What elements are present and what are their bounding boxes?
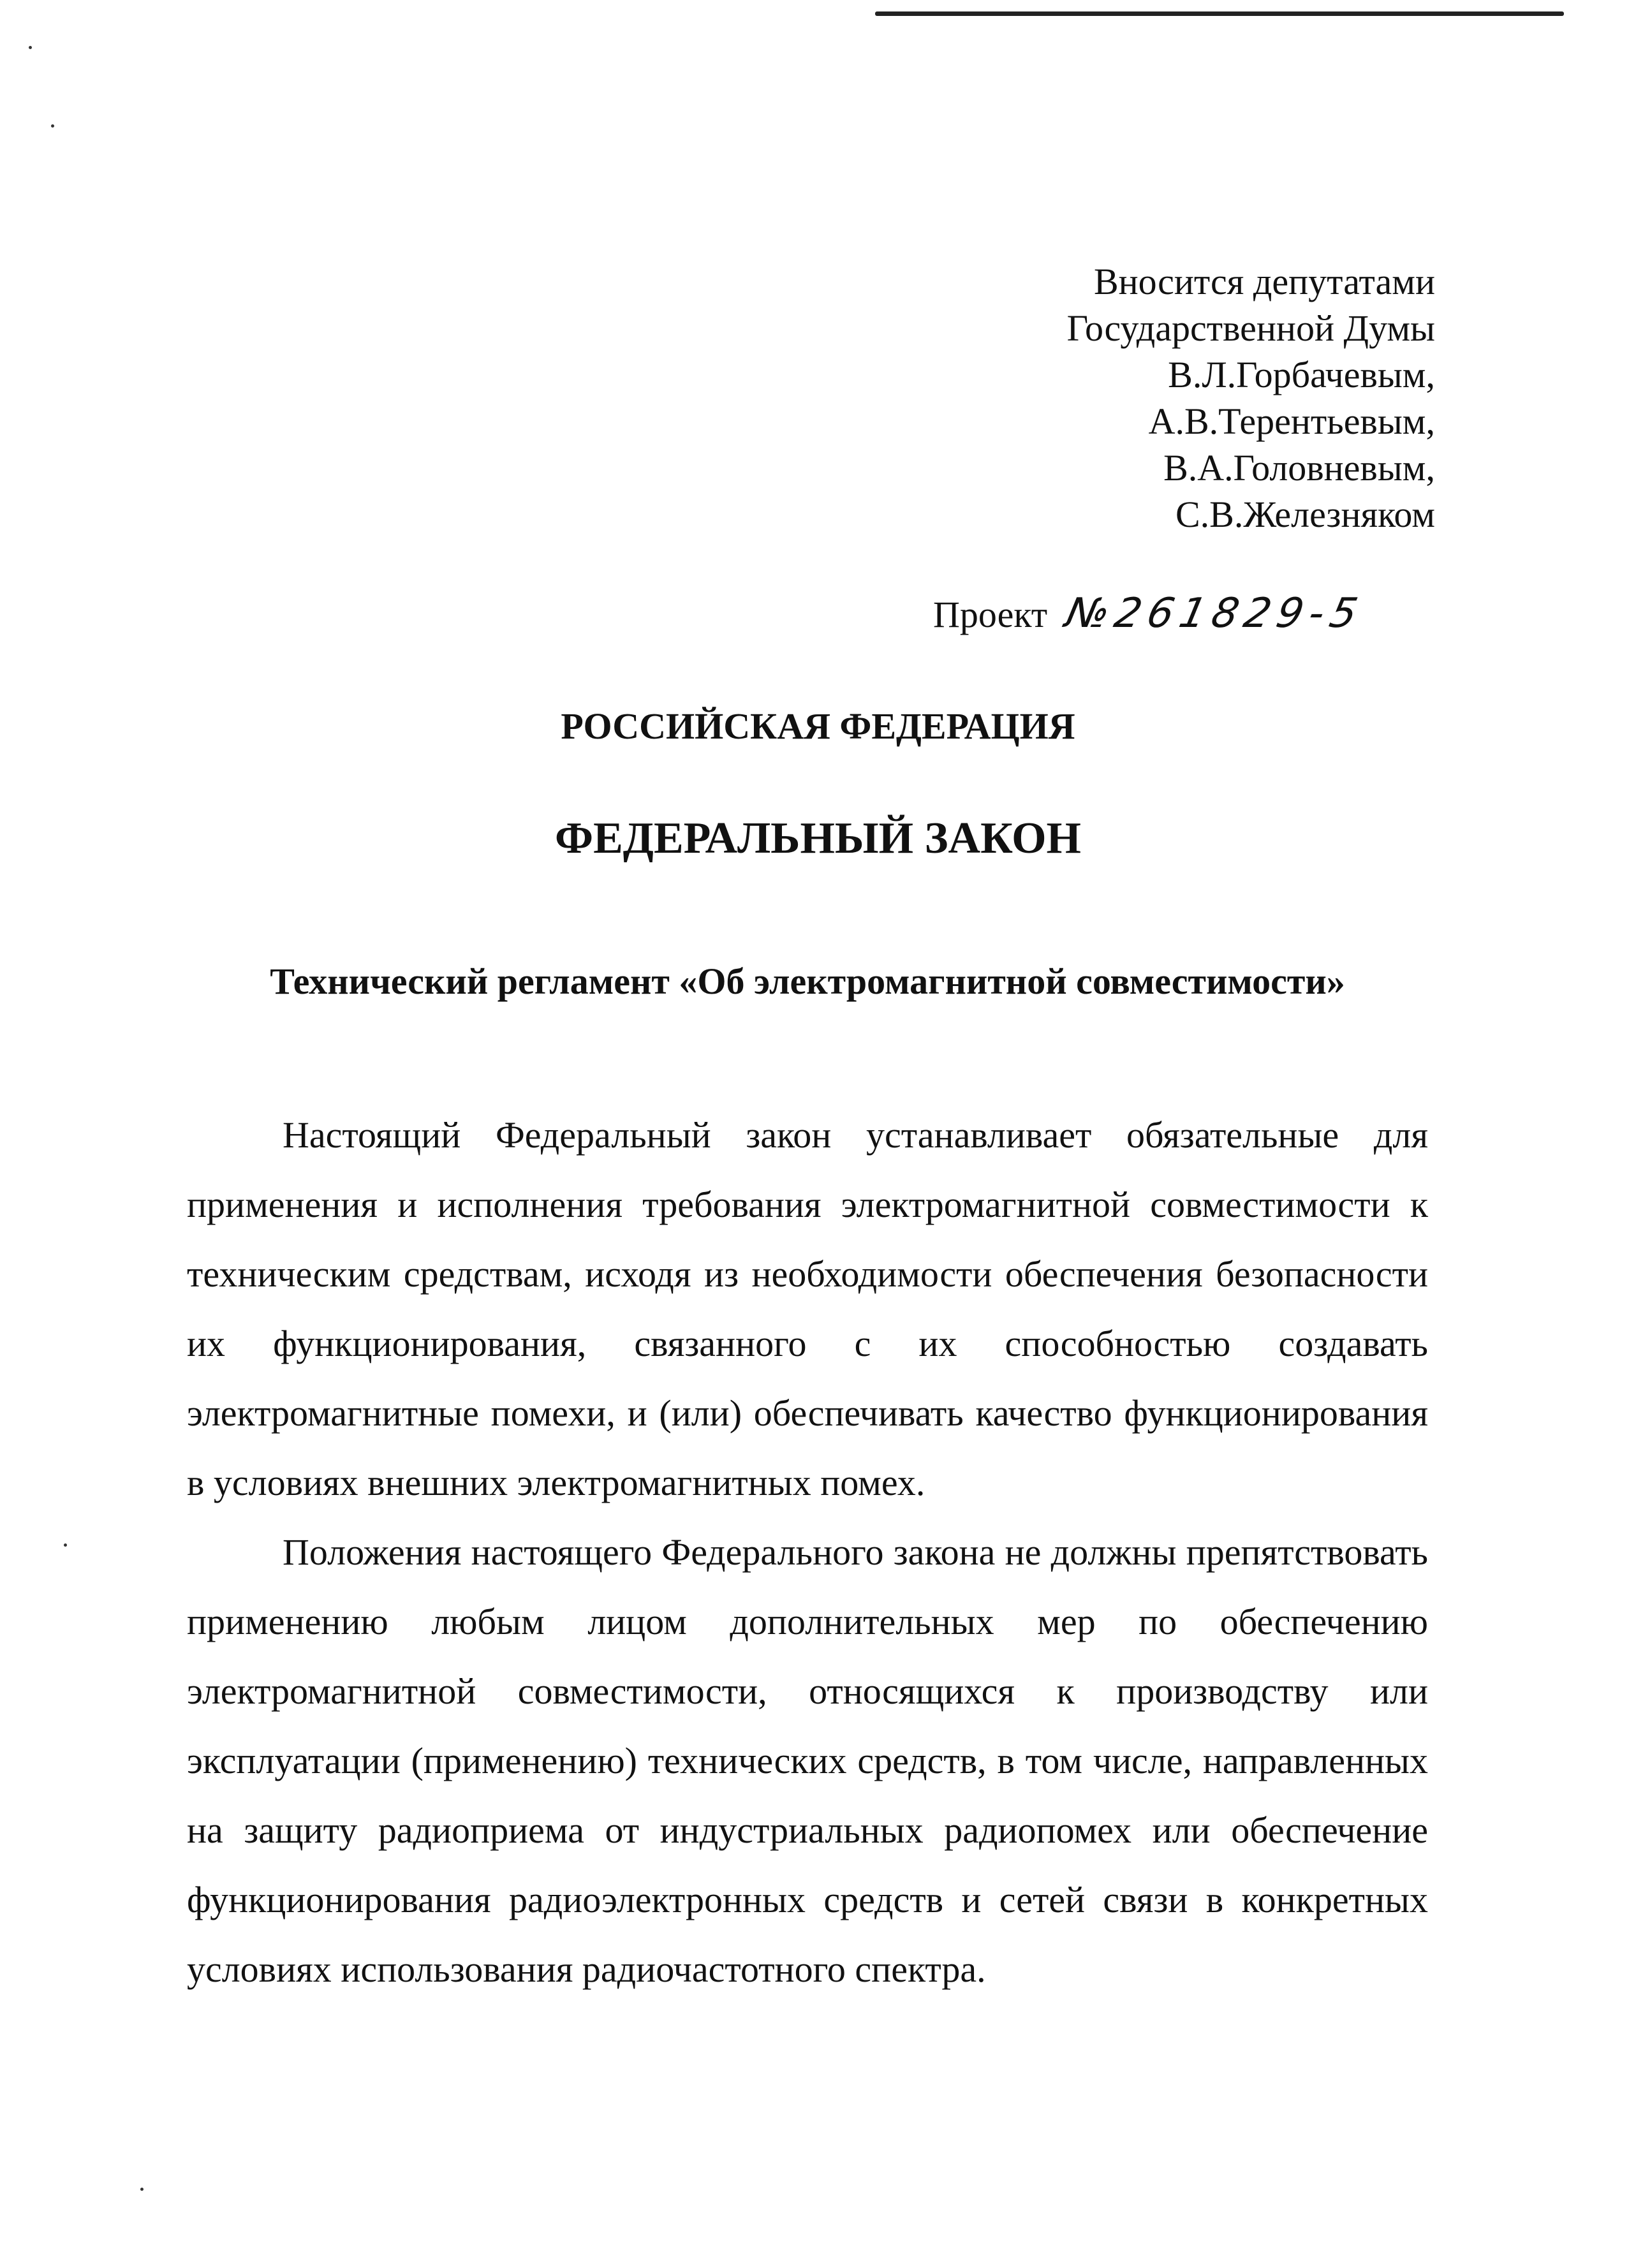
sponsor-name: А.В.Терентьевым, [1148, 401, 1435, 442]
sponsors-block [1067, 258, 1435, 538]
law-title: Технический регламент «Об электромагнитной совместимости» [270, 961, 1345, 1002]
scan-speck [51, 124, 54, 128]
country-heading: РОССИЙСКАЯ ФЕДЕРАЦИЯ [561, 705, 1075, 747]
scan-edge-line [875, 11, 1564, 16]
sponsor-name: В.Л.Горбачевым, [1168, 354, 1435, 395]
scan-speck [140, 2188, 144, 2191]
sponsor-name: С.В.Железняком [1175, 494, 1435, 535]
scan-speck [29, 46, 32, 49]
project-number-handwritten: №261829-5 [1061, 590, 1368, 637]
scan-speck [64, 1543, 67, 1547]
law-type-heading: ФЕДЕРАЛЬНЫЙ ЗАКОН [555, 814, 1081, 863]
sponsor-name: В.А.Головневым, [1163, 447, 1435, 489]
paragraph: Положения настоящего Федерального закона не должны препятствовать применению любым лицом дополнительных мер по обеспечению электромагнитной совместимости, относящихся к производству или эксплуатации (применению) технических средств, в том числе, направленных на защиту радиоприема от индустриальных радиопомех или обеспечение функционирования радиоэлектронных средств и сетей связи в конкретных условиях использования радиочастотного спектра. [187, 1531, 1428, 1990]
document-body [187, 1100, 1428, 2004]
project-label: Проект [933, 594, 1048, 635]
sponsors-body: Государственной Думы [1066, 307, 1435, 349]
sponsors-intro: Вносится депутатами [1093, 261, 1435, 302]
paragraph: Настоящий Федеральный закон устанавливает обязательные для применения и исполнения требования электромагнитной совместимости к техническим средствам, исходя из необходимости обеспечения безопасности их функционирования, связанного с их способностью создавать электромагнитные помехи, и (или) обеспечивать качество функционирования в условиях внешних электромагнитных помех. [187, 1114, 1428, 1503]
project-line [933, 590, 1368, 637]
